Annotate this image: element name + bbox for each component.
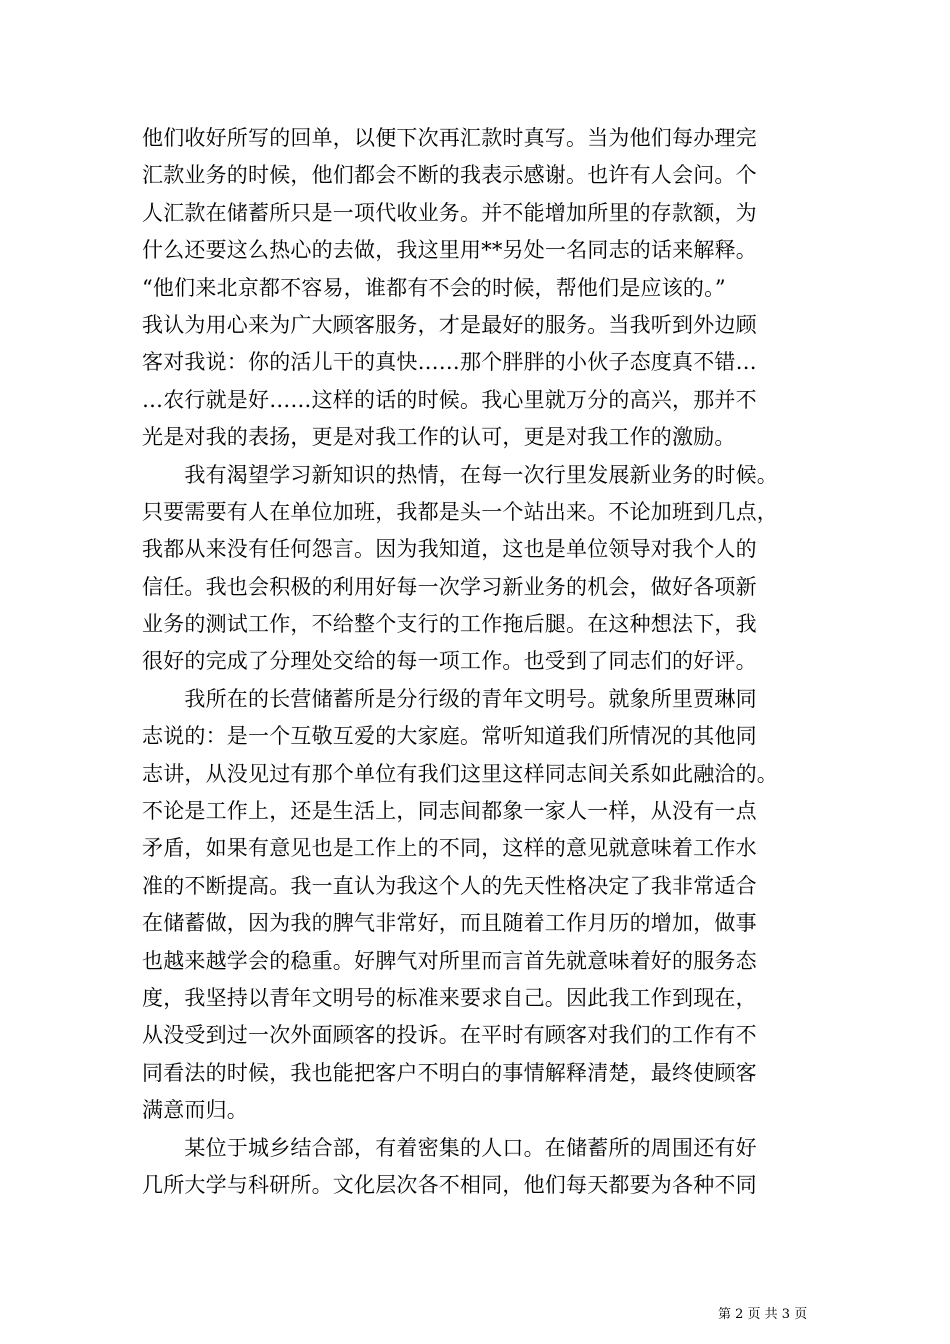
body-text xyxy=(142,120,822,1204)
text-line: “他们来北京都不容易，谁都有不会的时候，帮他们是应该的。” xyxy=(142,275,726,300)
text-line: …农行就是好……这样的话的时候。我心里就万分的高兴，那并不 xyxy=(142,387,757,412)
text-line: 他们收好所写的回单，以便下次再汇款时真写。当为他们每办理完 xyxy=(142,126,757,150)
text-line: 我都从来没有任何怨言。因为我知道，这也是单位领导对我个人的 xyxy=(142,537,757,562)
text-line: 只要需要有人在单位加班，我都是头一个站出来。不论加班到几点， xyxy=(142,499,778,524)
text-line: 在储蓄做，因为我的脾气非常好，而且随着工作月历的增加，做事 xyxy=(142,911,757,936)
text-line: 不论是工作上，还是生活上，同志间都象一家人一样，从没有一点 xyxy=(142,799,757,824)
text-line: 矛盾，如果有意见也是工作上的不同，这样的意见就意味着工作水 xyxy=(142,836,757,861)
text-line: 光是对我的表扬，更是对我工作的认可，更是对我工作的激励。 xyxy=(142,425,736,450)
text-line: 准的不断提高。我一直认为我这个人的先天性格决定了我非常适合 xyxy=(142,873,757,898)
text-line: 客对我说：你的活儿干的真快……那个胖胖的小伙子态度真不错… xyxy=(142,350,757,375)
text-line: 志说的：是一个互敬互爱的大家庭。常听知道我们所情况的其他同 xyxy=(142,724,757,749)
text-line: 什么还要这么热心的去做，我这里用**另处一名同志的话来解释。 xyxy=(142,238,757,263)
text-line: 业务的测试工作，不给整个支行的工作拖后腿。在这种想法下，我 xyxy=(142,612,757,637)
text-line: 度，我坚持以青年文明号的标准来要求自己。因此我工作到现在， xyxy=(142,985,757,1010)
text-line: 满意而归。 xyxy=(142,1098,248,1123)
text-line: 我所在的长营储蓄所是分行级的青年文明号。就象所里贾琳同 xyxy=(142,686,757,711)
text-line: 几所大学与科研所。文化层次各不相同，他们每天都要为各种不同 xyxy=(142,1172,757,1197)
text-line: 我认为用心来为广大顾客服务，才是最好的服务。当我听到外边顾 xyxy=(142,312,757,337)
text-line: 汇款业务的时候，他们都会不断的我表示感谢。也许有人会问。个 xyxy=(142,163,757,188)
text-line: 同看法的时候，我也能把客户不明白的事情解释清楚，最终使顾客 xyxy=(142,1060,757,1085)
text-line: 信任。我也会积极的利用好每一次学习新业务的机会，做好各项新 xyxy=(142,574,757,599)
text-line: 人汇款在储蓄所只是一项代收业务。并不能增加所里的存款额，为 xyxy=(142,200,757,225)
text-line: 从没受到过一次外面顾客的投诉。在平时有顾客对我们的工作有不 xyxy=(142,1023,757,1048)
text-line: 某位于城乡结合部，有着密集的人口。在储蓄所的周围还有好 xyxy=(142,1135,757,1160)
text-line: 志讲，从没见过有那个单位有我们这里这样同志间关系如此融洽的。 xyxy=(142,761,778,786)
text-line: 也越来越学会的稳重。好脾气对所里而言首先就意味着好的服务态 xyxy=(142,948,757,973)
text-line: 我有渴望学习新知识的热情，在每一次行里发展新业务的时候。 xyxy=(142,462,778,487)
text-line: 很好的完成了分理处交给的每一项工作。也受到了同志们的好评。 xyxy=(142,649,757,674)
page-number: 第 2 页 共 3 页 xyxy=(718,1307,808,1322)
